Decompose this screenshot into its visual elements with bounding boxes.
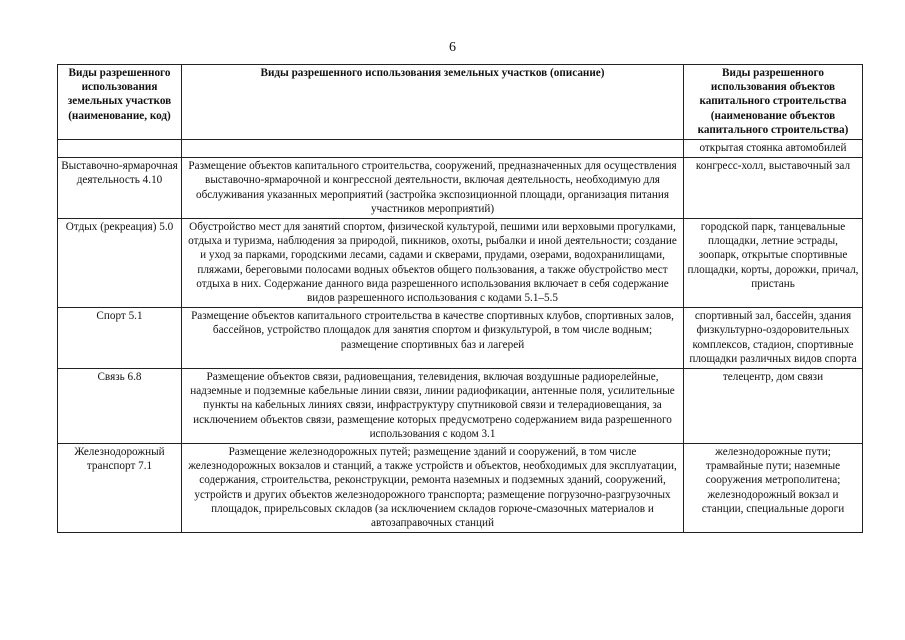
page-number: 6 <box>449 40 456 55</box>
cell-name <box>58 140 182 158</box>
cell-description: Размещение объектов капитального строительства, сооружений, предназначенных для осуществления выставочно-ярмарочной и конгрессной деятельности, включая деятельность, необходимую для обслуживания указанных мероприятий (застройка экспозиционной площади, организация питания участников мероприятий) <box>182 158 684 219</box>
cell-objects: телецентр, дом связи <box>684 369 863 444</box>
table-row <box>58 219 863 308</box>
table-row <box>58 308 863 369</box>
cell-name: Отдых (рекреация) 5.0 <box>58 219 182 308</box>
cell-objects: спортивный зал, бассейн, здания физкультурно-оздоровительных комплексов, стадион, спортивные площадки различных видов спорта <box>684 308 863 369</box>
cell-description: Размещение объектов связи, радиовещания, телевидения, включая воздушные радиорелейные, надземные и подземные кабельные линии связи, линии радиофикации, антенные поля, усилительные пункты на кабельных линиях связи, инфраструктуру спутниковой связи и телерадиовещания, за исключением объектов связи, размещение которых предусмотрено содержанием вида разрешенного использования с кодом 3.1 <box>182 369 684 444</box>
table-row <box>58 444 863 533</box>
header-land-use-description: Виды разрешенного использования земельных участков (описание) <box>182 65 684 140</box>
cell-objects: конгресс-холл, выставочный зал <box>684 158 863 219</box>
table-row <box>58 369 863 444</box>
land-use-table <box>57 64 863 533</box>
table-row <box>58 140 863 158</box>
cell-name: Спорт 5.1 <box>58 308 182 369</box>
header-construction-objects: Виды разрешенного использования объектов капитального строительства (наименование объектов капитального строительства) <box>684 65 863 140</box>
cell-objects: железнодорожные пути; трамвайные пути; наземные сооружения метрополитена; железнодорожный вокзал и станции, специальные дороги <box>684 444 863 533</box>
cell-objects: городской парк, танцевальные площадки, летние эстрады, зоопарк, открытые спортивные площадки, корты, дорожки, причал, пристань <box>684 219 863 308</box>
cell-description: Размещение железнодорожных путей; размещение зданий и сооружений, в том числе железнодорожных вокзалов и станций, а также устройств и объектов, необходимых для эксплуатации, содержания, строительства, реконструкции, ремонта наземных и подземных зданий, сооружений, устройств и других объектов железнодорожного транспорта; размещение погрузочно-разгрузочных площадок, прирельсовых складов (за исключением складов горюче-смазочных материалов и автозаправочных станций <box>182 444 684 533</box>
cell-name: Выставочно-ярмарочная деятельность 4.10 <box>58 158 182 219</box>
cell-description: Размещение объектов капитального строительства в качестве спортивных клубов, спортивных залов, бассейнов, устройство площадок для занятия спортом и физкультурой, в том числе водным; размещение спортивных баз и лагерей <box>182 308 684 369</box>
cell-description <box>182 140 684 158</box>
cell-objects: открытая стоянка автомобилей <box>684 140 863 158</box>
header-land-use-name: Виды разрешенного использования земельных участков (наименование, код) <box>58 65 182 140</box>
table-header-row <box>58 65 863 140</box>
cell-name: Связь 6.8 <box>58 369 182 444</box>
table-row <box>58 158 863 219</box>
cell-name: Железнодорожный транспорт 7.1 <box>58 444 182 533</box>
cell-description: Обустройство мест для занятий спортом, физической культурой, пешими или верховыми прогулками, отдыха и туризма, наблюдения за природой, пикников, охоты, рыбалки и иной деятельности; создание и уход за парками, городскими лесами, садами и скверами, прудами, озерами, водохранилищами, пляжами, береговыми полосами водных объектов общего пользования, а также обустройство мест отдыха в них. Содержание данного вида разрешенного использования включает в себя содержание видов разрешенного использования с кодами 5.1–5.5 <box>182 219 684 308</box>
